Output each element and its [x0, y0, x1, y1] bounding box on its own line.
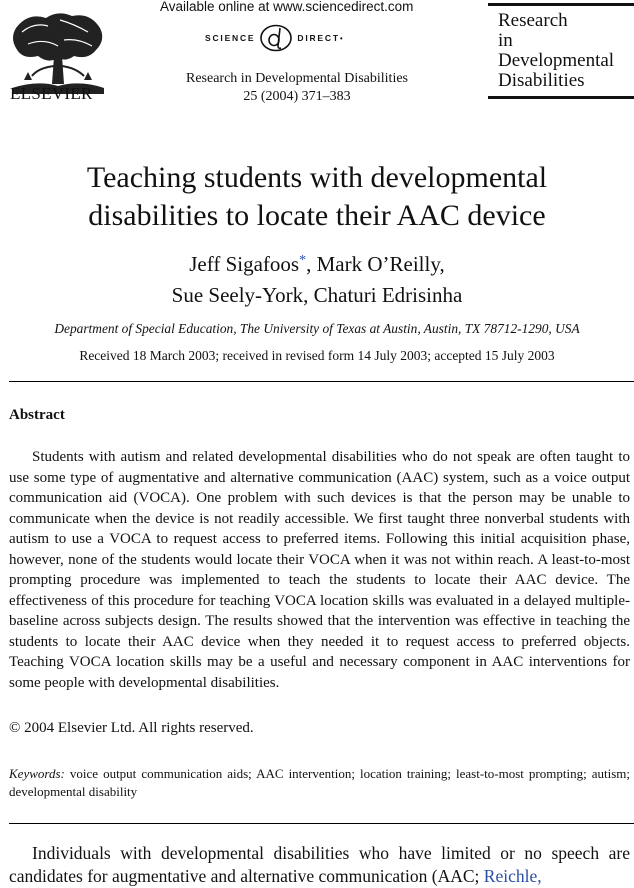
journal-name: Research in Developmental Disabilities: [186, 71, 408, 86]
divider: [9, 381, 634, 382]
title-line: disabilities to locate their AAC device: [88, 199, 546, 232]
journal-box-top-rule: [488, 3, 634, 6]
abstract-heading: Abstract: [9, 407, 65, 423]
journal-box-line: in: [498, 30, 513, 51]
available-online-text: Available online at www.sciencedirect.com: [160, 0, 414, 14]
article-title: [0, 159, 634, 235]
journal-box-line: Developmental: [498, 50, 615, 71]
received-dates: Received 18 March 2003; received in revised form 14 July 2003; accepted 15 July 2003: [79, 348, 555, 363]
citation: 25 (2004) 371–383: [243, 89, 351, 104]
author-name: Jeff Sigafoos: [189, 252, 300, 276]
divider: [9, 823, 634, 824]
keywords-list: voice output communication aids; AAC intervention; location training; least-to-most prompting; autism; developmental disability: [9, 766, 630, 799]
title-line: Teaching students with developmental: [86, 161, 548, 194]
body-text: Individuals with developmental disabilities who have limited or no speech are candidates for augmentative and alternative communication (AAC;: [9, 843, 630, 886]
publisher-wordmark: ELSEVIER: [10, 84, 93, 103]
journal-box-bottom-rule: [488, 96, 634, 99]
authors-line: [0, 249, 634, 280]
journal-box-line: Disabilities: [498, 70, 585, 91]
corresponding-author-link[interactable]: *: [299, 253, 307, 268]
sd-right-word: DIRECT: [297, 33, 340, 43]
author-names: , Mark O’Reilly,: [306, 252, 445, 276]
journal-box-line: Research: [498, 10, 568, 31]
author-list: [0, 249, 634, 311]
copyright-notice: © 2004 Elsevier Ltd. All rights reserved.: [9, 720, 254, 736]
sd-bullet: •: [339, 33, 343, 43]
affiliation: Department of Special Education, The University of Texas at Austin, Austin, TX 78712-1290, USA: [54, 321, 580, 336]
keywords-label: Keywords:: [9, 766, 65, 781]
authors-line: Sue Seely-York, Chaturi Edrisinha: [171, 283, 463, 307]
reference-link[interactable]: Reichle,: [483, 866, 542, 886]
at-sign-icon: [259, 24, 293, 52]
sciencedirect-logo: [205, 24, 343, 52]
journal-box-title: [498, 11, 614, 91]
body-paragraph: [9, 842, 630, 888]
abstract-text: Students with autism and related developmental disabilities who do not speak are often taught to use some type of augmentative and alternative communication (AAC) system, such as a voice output communication aid (VOCA). One problem with such devices is that the person may be unable to communicate when the device is not readily accessible. We first taught three nonverbal students with autism to use a VOCA to request access to preferred items. Following this initial acquisition phase, however, none of the students would locate their VOCA when it was not within reach. A least-to-most prompting procedure was implemented to teach the students to locate their AAC device. The effectiveness of this procedure for teaching VOCA location skills was evaluated in a delayed multiple-baseline across subjects design. The results showed that the intervention was effective in teaching the students to locate their AAC device when they needed it to request access to preferred objects. Teaching VOCA location skills may be a useful and necessary component in AAC interventions for some people with developmental disabilities.: [9, 449, 630, 691]
sd-left-word: SCIENCE: [205, 33, 256, 43]
keywords: [9, 765, 630, 801]
